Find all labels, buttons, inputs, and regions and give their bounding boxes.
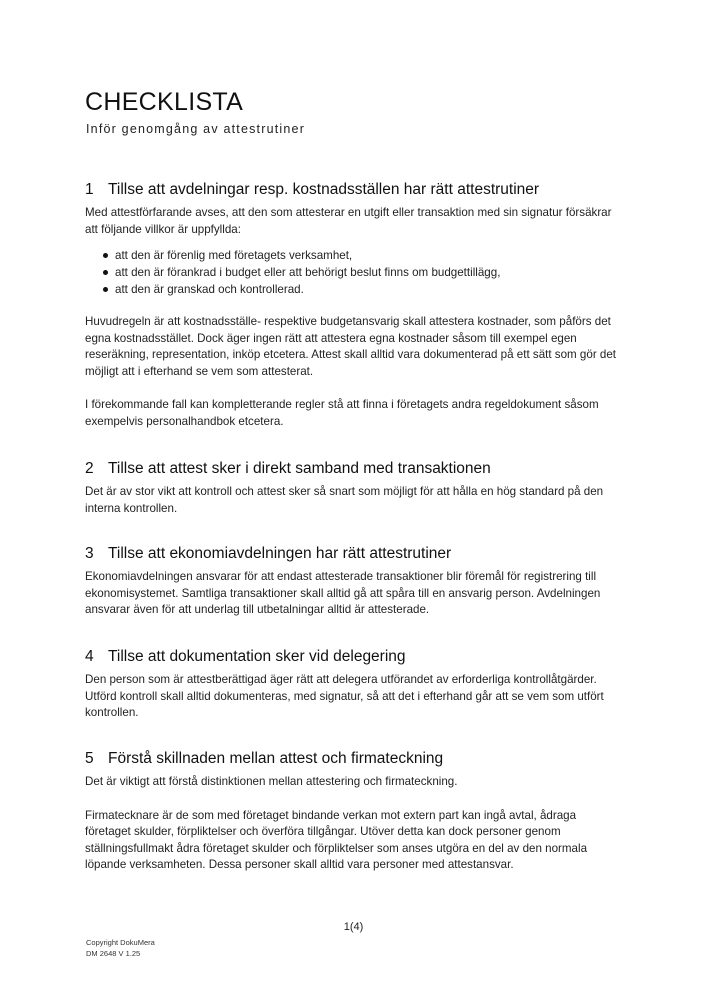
section-number: 4 [85,648,94,665]
condition-list [85,247,625,298]
section-paragraph: Det är viktigt att förstå distinktionen mellan attestering och firmateckning. [85,775,458,788]
section-heading [85,460,625,478]
footer-copyright: Copyright DokuMera [86,938,155,947]
footer-doc-id: DM 2648 V 1.25 [86,949,141,958]
section-4 [85,648,625,722]
section-1 [85,181,625,430]
section-heading [85,545,625,563]
section-number: 2 [85,460,94,477]
bullet-icon [103,270,108,275]
section-title: Tillse att avdelningar resp. kostnadsställen har rätt attestrutiner [108,181,540,198]
section-number: 5 [85,750,94,767]
section-paragraph: I förekommande fall kan kompletterande regler stå att finna i företagets andra regeldokument såsom exempelvis personalhandbok etcetera. [85,398,599,428]
section-title: Tillse att dokumentation sker vid delegering [108,648,406,665]
section-title: Tillse att attest sker i direkt samband med transaktionen [108,460,491,477]
section-paragraph: Huvudregeln är att kostnadsställe- respektive budgetansvarig skall attestera kostnader, som påförs det egna kostnadsstället. Dock äger ingen rätt att attestera egna kostnader såsom till exempel egen reseräkning, representation, inköp etcetera. Attest skall alltid vara dokumenterad på ett sätt som gör det möjligt att i efterhand se vem som attesterat. [85,315,617,378]
document-subtitle: Inför genomgång av attestrutiner [86,122,306,136]
section-intro: Med attestförfarande avses, att den som attesterar en utgift eller transaktion med sin signatur försäkrar att följande villkor är uppfyllda: [85,206,612,236]
page-number: 1(4) [343,921,364,933]
section-paragraph: Den person som är attestberättigad äger rätt att delegera utförandet av erforderliga kontrollåtgärder. Utförd kontroll skall alltid dokumenteras, med signatur, så att det i efterhand går att se vem som utfört kontrollen. [85,673,604,719]
section-heading [85,648,625,666]
document-title: CHECKLISTA [85,88,244,116]
section-paragraph: Ekonomiavdelningen ansvarar för att endast attesterade transaktioner blir föremål för registrering till ekonomisystemet. Samtliga transaktioner skall alltid gå att spåra till en ansvarig person. Avdelningen ansvarar även för att underlag till utbetalningar alltid är attesterade. [85,570,601,616]
bullet-icon [103,287,108,292]
section-number: 1 [85,181,94,198]
list-item: att den är förankrad i budget eller att behörigt beslut finns om budgettillägg, [85,264,625,281]
list-item: att den är granskad och kontrollerad. [85,281,625,298]
section-paragraph: Firmatecknare är de som med företaget bindande verkan mot extern part kan ingå avtal, ådraga företaget skulder, förpliktelser och överföra tillgångar. Utöver detta kan dock personer genom ställningsfullmakt ådra företaget skulder och förpliktelser som anses utgöra en del av den normala löpande verksamheten. Dessa personer skall alltid vara personer med attestansvar. [85,808,588,871]
section-paragraph: Det är av stor vikt att kontroll och attest sker så snart som möjligt för att hålla en hög standard på den interna kontrollen. [85,485,604,515]
list-item: att den är förenlig med företagets verksamhet, [85,247,625,264]
section-2 [85,460,625,517]
section-title: Förstå skillnaden mellan attest och firmateckning [108,750,444,767]
bullet-icon [103,253,108,258]
section-number: 3 [85,545,94,562]
footer [86,937,155,959]
section-3 [85,545,625,619]
section-title: Tillse att ekonomiavdelningen har rätt attestrutiner [108,545,452,562]
section-heading [85,181,625,199]
section-heading [85,750,625,768]
section-5 [85,750,625,874]
